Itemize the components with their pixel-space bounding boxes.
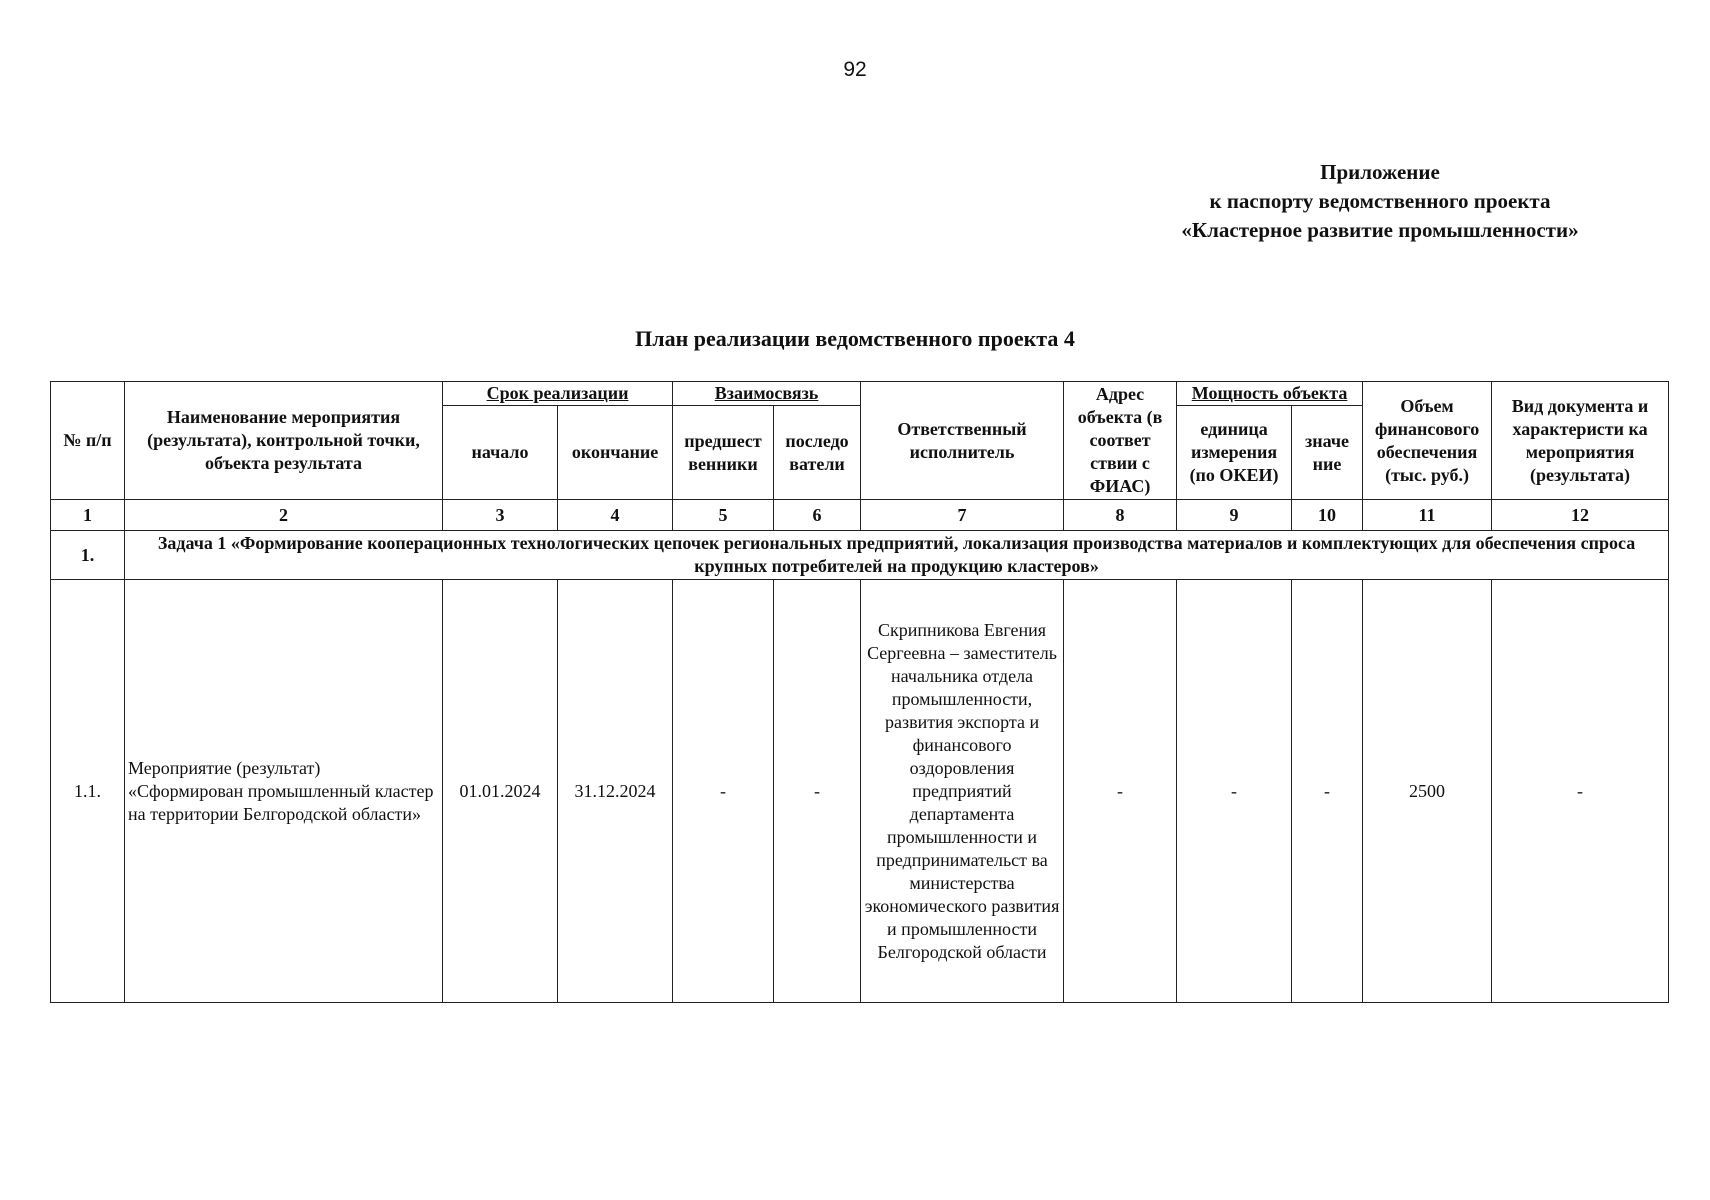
column-number: 1 [51, 500, 125, 531]
column-number: 8 [1064, 500, 1177, 531]
column-number: 12 [1492, 500, 1669, 531]
header-end: окончание [558, 406, 673, 500]
header-capacity-group: Мощность объекта [1177, 382, 1363, 406]
row-address: - [1064, 580, 1177, 1003]
column-number: 11 [1363, 500, 1492, 531]
row-unit: - [1177, 580, 1292, 1003]
appendix-line-1: Приложение [1320, 160, 1440, 184]
column-number: 6 [774, 500, 861, 531]
column-number-row [51, 500, 1669, 531]
header-term-group: Срок реализации [443, 382, 673, 406]
appendix-line-2: к паспорту ведомственного проекта [1209, 189, 1551, 213]
row-name: Мероприятие (результат) «Сформирован промышленный кластер на территории Белгородской области» [125, 580, 443, 1003]
row-successors: - [774, 580, 861, 1003]
header-num: № п/п [51, 382, 125, 500]
task-num: 1. [51, 531, 125, 580]
column-number: 2 [125, 500, 443, 531]
plan-table [50, 381, 1669, 1003]
header-name: Наименование мероприятия (результата), контрольной точки, объекта результата [125, 382, 443, 500]
appendix-line-3: «Кластерное развитие промышленности» [1181, 218, 1579, 242]
row-end: 31.12.2024 [558, 580, 673, 1003]
column-number: 5 [673, 500, 774, 531]
row-doc-type: - [1492, 580, 1669, 1003]
header-value: значе ние [1292, 406, 1363, 500]
column-number: 4 [558, 500, 673, 531]
column-number: 10 [1292, 500, 1363, 531]
row-start: 01.01.2024 [443, 580, 558, 1003]
header-link-group: Взаимосвязь [673, 382, 861, 406]
header-doc-type: Вид документа и характеристи ка мероприятия (результата) [1492, 382, 1669, 500]
appendix-header [1100, 158, 1660, 245]
plan-title [0, 326, 1710, 352]
header-unit: единица измерения (по ОКЕИ) [1177, 406, 1292, 500]
header-address: Адрес объекта (в соответ ствии с ФИАС) [1064, 382, 1177, 500]
header-row-1 [51, 382, 1669, 406]
plan-title-text: План реализации ведомственного проекта 4 [635, 326, 1075, 351]
column-number: 7 [861, 500, 1064, 531]
task-text: Задача 1 «Формирование кооперационных технологических цепочек региональных предприятий, локализация производства материалов и комплектующих для обеспечения спроса крупных потребителей на продукцию кластеров» [125, 531, 1669, 580]
column-number: 3 [443, 500, 558, 531]
table-row [51, 580, 1669, 1003]
row-value: - [1292, 580, 1363, 1003]
header-responsible: Ответственный исполнитель [861, 382, 1064, 500]
page-number: 92 [843, 58, 867, 81]
row-num: 1.1. [51, 580, 125, 1003]
row-predecessors: - [673, 580, 774, 1003]
header-funding: Объем финансового обеспечения (тыс. руб.) [1363, 382, 1492, 500]
header-start: начало [443, 406, 558, 500]
row-funding: 2500 [1363, 580, 1492, 1003]
row-responsible: Скрипникова Евгения Сергеевна – заместитель начальника отдела промышленности, развития экспорта и финансового оздоровления предприятий департамента промышленности и предпринимательст ва министерства экономического развития и промышленности Белгородской области [861, 580, 1064, 1003]
header-successors: последо ватели [774, 406, 861, 500]
task-row [51, 531, 1669, 580]
column-number: 9 [1177, 500, 1292, 531]
header-predecessors: предшест венники [673, 406, 774, 500]
